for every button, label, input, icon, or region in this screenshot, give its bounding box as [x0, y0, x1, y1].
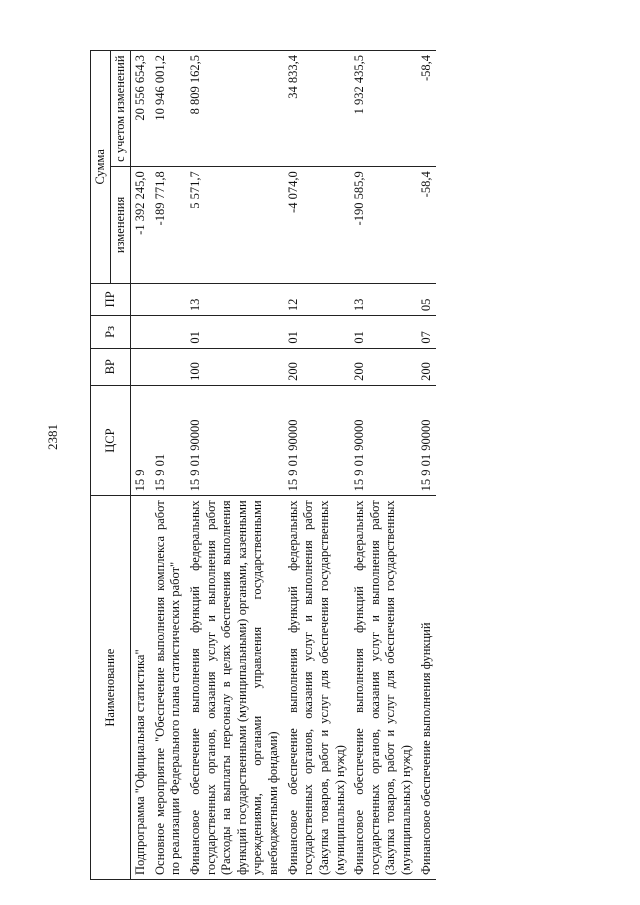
row-csr: 15 9 01 90000 — [186, 385, 284, 495]
header-sum: Сумма — [91, 51, 111, 284]
row-total: 34 833,4 — [284, 51, 351, 167]
row-total: 10 946 001,2 — [151, 51, 186, 167]
table-row — [131, 51, 151, 880]
row-name: Финансовое обеспечение выполнения функций федеральных государственных органов, оказания услуг и выполнения работ (Закупка товаров, работ и услуг для обеспечения государственных (муниципальных) нужд) — [284, 496, 351, 880]
table-row — [350, 51, 417, 880]
row-pr: 13 — [186, 283, 284, 316]
row-csr: 15 9 — [131, 385, 151, 495]
row-change: -4 074,0 — [284, 167, 351, 283]
row-csr: 15 9 01 90000 — [350, 385, 417, 495]
row-rz — [151, 316, 186, 349]
budget-table — [90, 50, 436, 880]
row-pr: 05 — [417, 283, 437, 316]
row-rz: 01 — [186, 316, 284, 349]
row-vr — [151, 348, 186, 385]
row-name: Финансовое обеспечение выполнения функций федеральных государственных органов, оказания услуг и выполнения работ (Закупка товаров, работ и услуг для обеспечения государственных (муниципальных) нужд) — [350, 496, 417, 880]
row-pr: 12 — [284, 283, 351, 316]
header-total: с учетом изменений — [111, 51, 131, 167]
rotated-table-container — [90, 50, 610, 880]
row-name: Основное мероприятие "Обеспечение выполнения комплекса работ по реализации Федерального плана статистических работ" — [151, 496, 186, 880]
row-vr: 200 — [284, 348, 351, 385]
header-csr: ЦСР — [91, 385, 131, 495]
row-csr: 15 9 01 — [151, 385, 186, 495]
row-total: 1 932 435,5 — [350, 51, 417, 167]
row-change: -58,4 — [417, 167, 437, 283]
row-rz: 01 — [350, 316, 417, 349]
header-name: Наименование — [91, 496, 131, 880]
row-total: 20 556 654,3 — [131, 51, 151, 167]
row-vr: 200 — [350, 348, 417, 385]
header-vr: ВР — [91, 348, 131, 385]
row-vr — [131, 348, 151, 385]
row-csr: 15 9 01 90000 — [284, 385, 351, 495]
row-change: 5 571,7 — [186, 167, 284, 283]
row-change: -190 585,9 — [350, 167, 417, 283]
row-name: Финансовое обеспечение выполнения функций федеральных государственных органов, оказания услуг и выполнения работ (Расходы на выплаты персоналу в целях обеспечения выполнения функций государственными (муниципальными) органами, казенными учреждениями, органами управления государственными внебюджетными фондами) — [186, 496, 284, 880]
row-vr: 200 — [417, 348, 437, 385]
header-pr: ПР — [91, 283, 131, 316]
row-pr — [151, 283, 186, 316]
row-rz — [131, 316, 151, 349]
row-pr: 13 — [350, 283, 417, 316]
row-rz: 01 — [284, 316, 351, 349]
row-vr: 100 — [186, 348, 284, 385]
row-change: -1 392 245,0 — [131, 167, 151, 283]
header-rz: Рз — [91, 316, 131, 349]
row-change: -189 771,8 — [151, 167, 186, 283]
row-name: Финансовое обеспечение выполнения функций — [417, 496, 437, 880]
row-csr: 15 9 01 90000 — [417, 385, 437, 495]
page-number: 2381 — [45, 424, 60, 450]
table-row — [417, 51, 437, 880]
row-total: 8 809 162,5 — [186, 51, 284, 167]
row-pr — [131, 283, 151, 316]
row-rz: 07 — [417, 316, 437, 349]
table-row — [284, 51, 351, 880]
row-total: -58,4 — [417, 51, 437, 167]
table-row — [151, 51, 186, 880]
header-change: изменения — [111, 167, 131, 283]
table-row — [186, 51, 284, 880]
row-name: Подпрограмма "Официальная статистика" — [131, 496, 151, 880]
